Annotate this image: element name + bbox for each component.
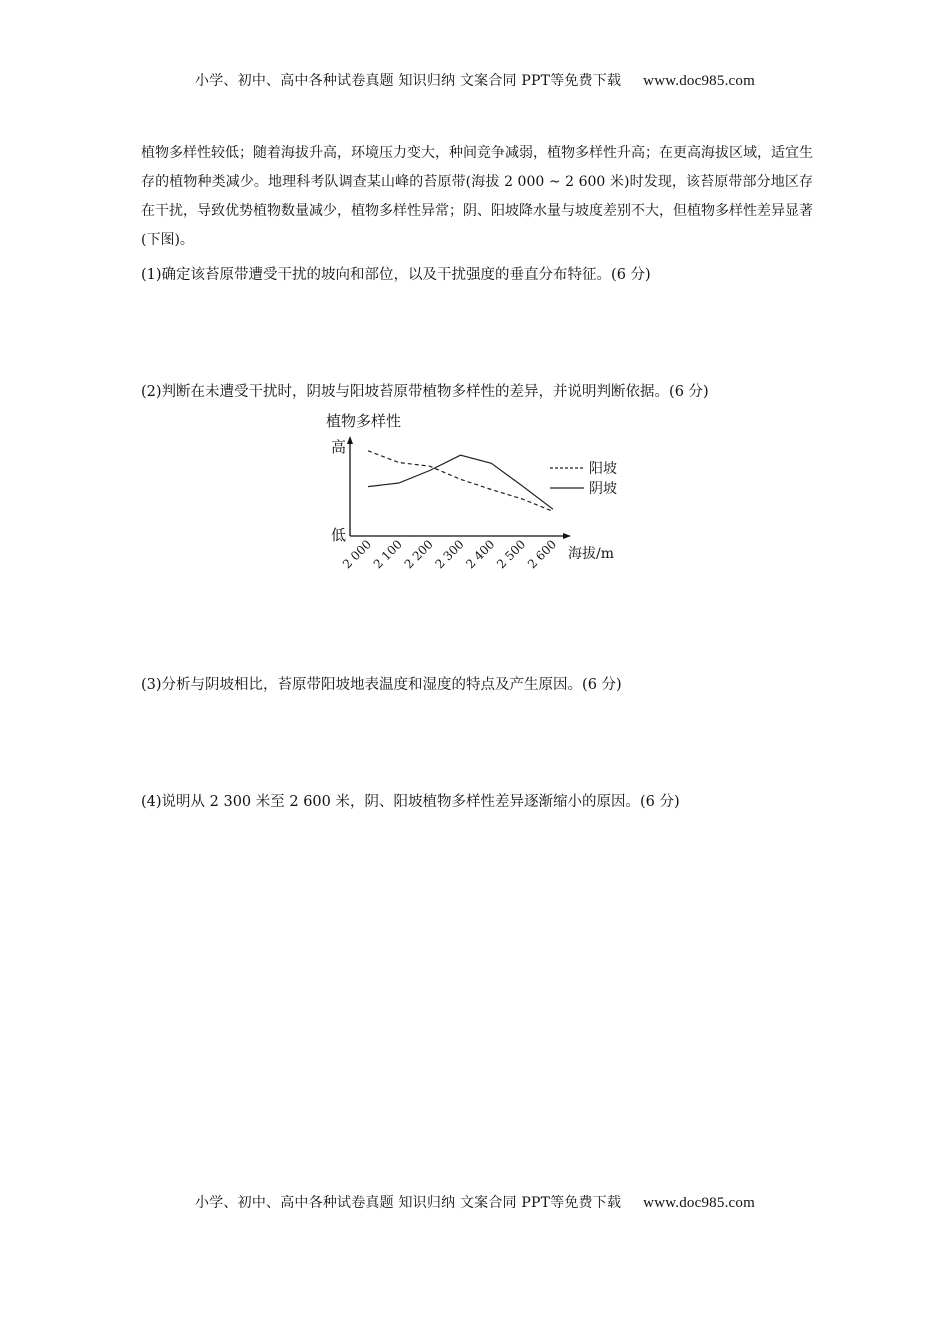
legend [550, 461, 617, 497]
header-text: 小学、初中、高中各种试卷真题 知识归纳 文案合同 PPT等免费下载 [195, 73, 622, 89]
x-axis-arrow [563, 533, 571, 539]
chart-ylabel: 植物多样性 [326, 412, 402, 430]
question-4: (4)说明从 2 300 米至 2 600 米，阴、阳坡植物多样性差异逐渐缩小的原因。(6 分) [141, 794, 680, 810]
x-tick-label: 2 400 [463, 537, 498, 572]
x-tick-label: 2 000 [339, 537, 375, 572]
chart-y-high: 高 [331, 438, 347, 456]
series-line-shady-slope [368, 455, 553, 509]
x-tick-label: 2 500 [494, 537, 529, 572]
chart-xlabel: 海拔/m [568, 546, 614, 562]
intro-paragraph [141, 139, 813, 255]
page-header [0, 70, 950, 90]
question-3: (3)分析与阴坡相比，苔原带阳坡地表温度和湿度的特点及产生原因。(6 分) [141, 677, 622, 693]
legend-label: 阳坡 [589, 461, 617, 477]
x-tick-label: 2 200 [401, 537, 436, 572]
diversity-chart [300, 405, 640, 585]
footer-site: www.doc985.com [643, 1195, 755, 1211]
y-axis-arrow [347, 436, 353, 444]
legend-label: 阴坡 [589, 481, 617, 497]
chart-y-low: 低 [331, 526, 347, 544]
x-tick-label: 2 100 [370, 537, 405, 572]
x-tick-labels [340, 537, 559, 571]
series-line-sunny-slope [368, 451, 553, 512]
series-group [368, 451, 553, 512]
header-site: www.doc985.com [643, 73, 755, 89]
page-footer [0, 1192, 950, 1212]
question-1: (1)确定该苔原带遭受干扰的坡向和部位，以及干扰强度的垂直分布特征。(6 分) [141, 267, 651, 283]
intro-text: 植物多样性较低；随着海拔升高，环境压力变大，种间竞争减弱，植物多样性升高；在更高海拔区域，适宜生存的植物种类减少。地理科考队调查某山峰的苔原带(海拔 2 000 ~ 2 600 米)时发现，该苔原带部分地区存在干扰，导致优势植物数量减少，植物多样性异常；阴、阳坡降水量与坡度差别不大，但植物多样性差异显著(下图)。 [141, 145, 813, 248]
question-2: (2)判断在未遭受干扰时，阴坡与阳坡苔原带植物多样性的差异，并说明判断依据。(6 分) [141, 384, 709, 400]
x-tick-label: 2 600 [524, 537, 560, 572]
footer-text: 小学、初中、高中各种试卷真题 知识归纳 文案合同 PPT等免费下载 [195, 1195, 622, 1211]
x-tick-label: 2 300 [432, 537, 467, 572]
